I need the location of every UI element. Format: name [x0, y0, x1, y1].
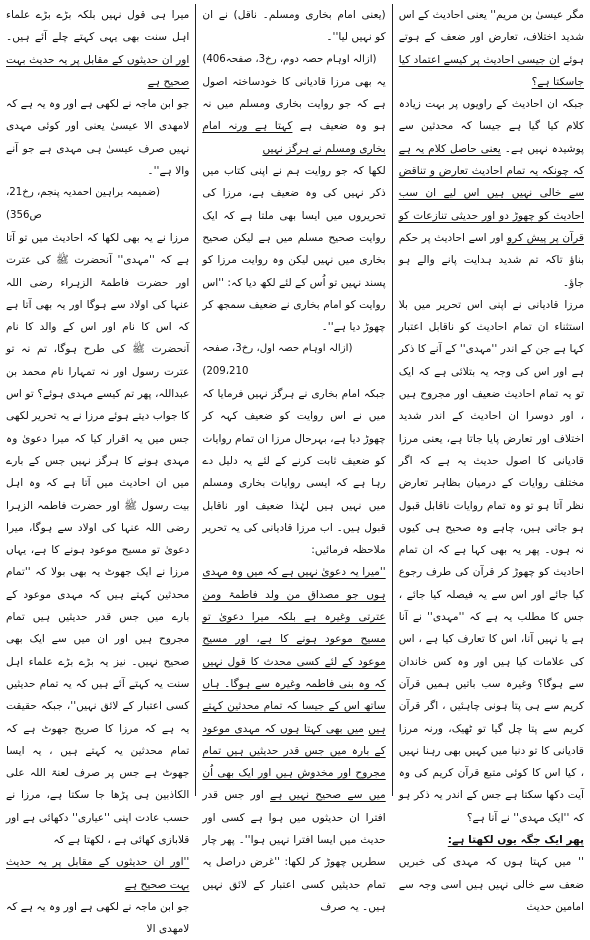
- underlined-text: یعنی حاصل کلام یہ ہے کہ چونکہ یہ تمام احادیث تعارض و تناقض سے خالی نہیں ہیں اس لیے ان سب احادیث کو چھوڑ دو اور حدیثی تنازعات کو قرآن پر پیش کرو: [398, 142, 584, 244]
- column-left: [6, 4, 190, 936]
- paragraph: مرزا نے یہ بھی لکھا کہ احادیث میں تو آتا ہے کہ ''مہدی'' آنحضرت ﷺ کی عترت اور حضرت فاطمۃ الزہراء رضی اللہ عنہا کی اولاد سے ہوگا اور یہ بھی آتا ہے کہ اس کا نام اور اس کے والد کا نام آنحضرت ﷺ کی طرح ہوگا، تم نہ تو عترت رسول اور نہ تمہارا نام محمد بن عبداللہ، پھر تم کیسے مہدی ہوئے؟ تو اس کا جواب دیتے ہوئے مرزا نے یہ تحریر لکھی جس میں یہ اقرار کیا کہ میرا دعویٰ وہ مہدی ہونے کا ہرگز نہیں جس کے بارے میں ان احادیث میں آتا ہے کہ وہ اہل بیت رسول ﷺ اور حضرت فاطمہ الزہرا رضی اللہ عنہا کی اولاد سے ہوگا، میرا دعویٰ تو مسیح موعود ہونے کا ہے، یہاں مرزا نے ایک جھوٹ یہ بھی بولا کہ ''تمام محدثین کہتے ہیں کہ مہدی موعود کے بارے میں جس قدر حدیثیں ہیں تمام مجروح ہیں اور ان میں سے ایک بھی صحیح نہیں۔ نیز یہ بڑے بڑے علماء اہل سنت یہ کہتے آئے ہیں کہ یہ تمام حدیثیں کسی اعتبار کے لائق نہیں''، جبکہ حقیقت یہ ہے کہ مرزا کا صریح جھوٹ ہے کہ تمام محدثین یہ کہتے ہیں ، یہ ایسا جھوٹ ہے جس پر صرف لعنۃ اللہ علی الکاذبین ہی پڑھا جا سکتا ہے، مرزا نے حسب عادت اپنی ''عیاری'' دکھائی ہے اور قلابازی کھائی ہے ، لکھتا ہے کہ: [6, 231, 190, 846]
- paragraph: جو ابن ماجہ نے لکھی ہے اور وہ یہ ہے کہ لامھدی الا عیسیٰ یعنی اور کوئی مہدی نہیں صرف عیسیٰ ہی مہدی ہے جو آنے والا ہے''۔: [6, 98, 190, 178]
- paragraph: [202, 71, 385, 160]
- paragraph: [399, 93, 584, 294]
- text-run: اور اسے احادیث پر حکم بناؤ تاکہ تم شدید ہدایت پانے والے ہو جاؤ۔: [398, 231, 584, 289]
- paragraph: جبکہ امام بخاری نے ہرگز نہیں فرمایا کہ میں نے اس روایت کو ضعیف کہہ کر چھوڑ دیا ہے، بہرحال مرزا ان تمام روایات کو ضعیف ثابت کرنے کے لئے یہ دلیل دے رہا ہے کہ ایسی روایات بخاری ومسلم میں نہیں ہیں لہٰذا ضعیف اور ناقابل قبول ہیں۔ اب مرزا قادیانی کی یہ تحریر ملاحظہ فرمائیں:: [202, 388, 386, 557]
- citation: (ازالہ اوہام حصہ اول، رخ3، صفحہ 209،210): [202, 343, 353, 377]
- text-run: مگر عیسیٰ بن مریم'' یعنی احادیث کے اس شدید اختلاف، تعارض اور ضعف کے ہوتے ہوئے: [398, 9, 584, 66]
- subheading: پھر ایک جگہ یوں لکھتا ہے:: [447, 833, 584, 846]
- underlined-text: ان جیسی احادیث پر کیسے اعتماد کیا جاسکتا ہے؟: [398, 53, 584, 88]
- citation: (ازالہ اوہام حصہ دوم، رخ3، صفحہ406): [202, 53, 377, 65]
- column-divider: [392, 4, 393, 796]
- underlined-text: اور ان حدیثوں کے مقابل پر یہ حدیث بہت صحیح ہے: [6, 53, 190, 88]
- paragraph: [399, 4, 584, 93]
- quote: '' میں کہتا ہوں کہ مہدی کی خبریں ضعف سے خالی نہیں ہیں اسی وجہ سے امامین حدیث: [398, 856, 584, 913]
- underlined-text: کہتا ہے ورنہ امام بخاری ومسلم نے ہرگز نہیں: [202, 120, 386, 155]
- text-run: اور جس قدر افترا ان حدیثوں میں ہوا ہے کسی اور حدیث میں ایسا افترا نہیں ہوا''۔: [202, 789, 386, 846]
- underlined-text: ''اور ان حدیثوں کے مقابل پر یہ حدیث بہت صحیح ہے: [6, 856, 190, 891]
- paragraph: جو ابن ماجہ نے لکھی ہے اور وہ یہ ہے کہ لامھدی الا: [6, 900, 190, 936]
- column-middle: [202, 4, 386, 913]
- column-right: [398, 4, 584, 913]
- citation: (ضمیمہ براہین احمدیہ پنجم، رخ21، ص356): [6, 187, 160, 221]
- paragraph: لکھا کہ جو روایت ہم نے اپنی کتاب میں ذکر نہیں کی وہ ضعیف ہے، مرزا کی تحریروں میں ایسا بھی ملتا ہے کہ ایک روایت صحیح مسلم میں ہے لیکن صحیح بخاری میں نہیں لیکن وہ روایت مرزا کو پسند نہیں تو اُس کے لئے لکھ دیا کہ: ''اس روایت کو امام بخاری نے ضعیف سمجھ کر چھوڑ دیا ہے''۔: [202, 165, 386, 334]
- quote: [202, 561, 385, 918]
- underlined-text: ''میرا یہ دعویٰ نہیں ہے کہ میں وہ مہدی ہوں جو مصداق من ولد فاطمۃ ومن عترتی وغیرہ ہے بلکہ میرا دعویٰ تو مسیح موعود ہونے کا ہے، اور مسیح موعود کے لئے کسی محدث کا قول نہیں کہ وہ بنی فاطمہ وغیرہ سے ہوگا۔ ہاں ساتھ اس کے جیسا کہ تمام محدثین کہتے ہیں: [202, 566, 386, 735]
- column-divider: [195, 4, 196, 796]
- text-run: جبکہ ان احادیث کے راویوں پر بہت زیادہ کلام کیا گیا ہے جیسا کہ محدثین سے پوشیدہ نہیں ہے۔: [398, 98, 584, 155]
- text-run: پھر چار سطریں چھوڑ کر لکھا: ''غرض دراصل یہ تمام حدیثیں کسی اعتبار کے لائق نہیں ہیں۔ یہ صرف: [202, 833, 386, 913]
- text-run: میرا ہی قول نہیں بلکہ بڑے بڑے علماء اہل سنت بھی یہی کہتے چلے آئے ہیں۔: [6, 9, 190, 44]
- paragraph: (یعنی امام بخاری ومسلم۔ ناقل) نے ان کو نہیں لیا''۔: [202, 9, 386, 44]
- paragraph: مرزا قادیانی نے اپنی اس تحریر میں بلا استثناء ان تمام احادیث کو ناقابل اعتبار کہا ہے جن کے اندر ''مہدی'' کے آنے کا ذکر ہے اور اس کی وجہ یہ بتلائی ہے کہ ایک تو یہ تمام احادیث ضعیف اور مجروح ہیں ، اور دوسرا ان احادیث کے اندر شدید اختلاف اور تعارض پایا جاتا ہے، یعنی مرزا قادیانی کا اصول حدیث یہ ہے کہ اگر مختلف روایات کے درمیان بظاہر تعارض نظر آتا ہو تو وہ تمام روایات ناقابل قبول ہو جاتی ہیں، چاہے وہ صحیح ہی کیوں نہ ہوں۔ پھر یہ بھی کہا ہے کہ ان تمام احادیث کو چھوڑ کر قرآن کی طرف رجوع کیا جائے اور اس سے یہ فیصلہ کیا جائے ، جس کا مطلب یہ ہے کہ ''مہدی'' نے آنا ہے یا نہیں آنا، اس کا تعارف کیا ہے ، اس کی علامات کیا ہیں اور وہ کس خاندان سے ہوگا؟ وغیرہ سب باتیں ہمیں قرآن کریم سے ہی پتا ہونی چاہئیں ، اگر قرآن کریم سے پتا چل گیا تو ٹھیک، ورنہ مرزا قادیانی کا تو دنیا میں کہیں بھی رہنا نہیں ، کیا اس کا کوئی متبع قرآن کریم کی وہ آیت دکھا سکتا ہے جس کے اندر یہ ذکر ہو کہ ''ایک مہدی'' نے آنا ہے؟: [398, 298, 584, 824]
- underlined-text: میں بھی کہتا ہوں کہ مہدی موعود کے بارہ میں جس قدر حدیثیں ہیں تمام مجروح اور مخدوش ہیں اور ایک بھی اُن میں سے صحیح نہیں ہے: [202, 722, 386, 802]
- paragraph: [6, 4, 189, 93]
- text-run: یہ بھی مرزا قادیانی کا خودساختہ اصول ہے کہ جو روایت بخاری ومسلم میں نہ ہو وہ ضعیف ہے: [202, 75, 386, 133]
